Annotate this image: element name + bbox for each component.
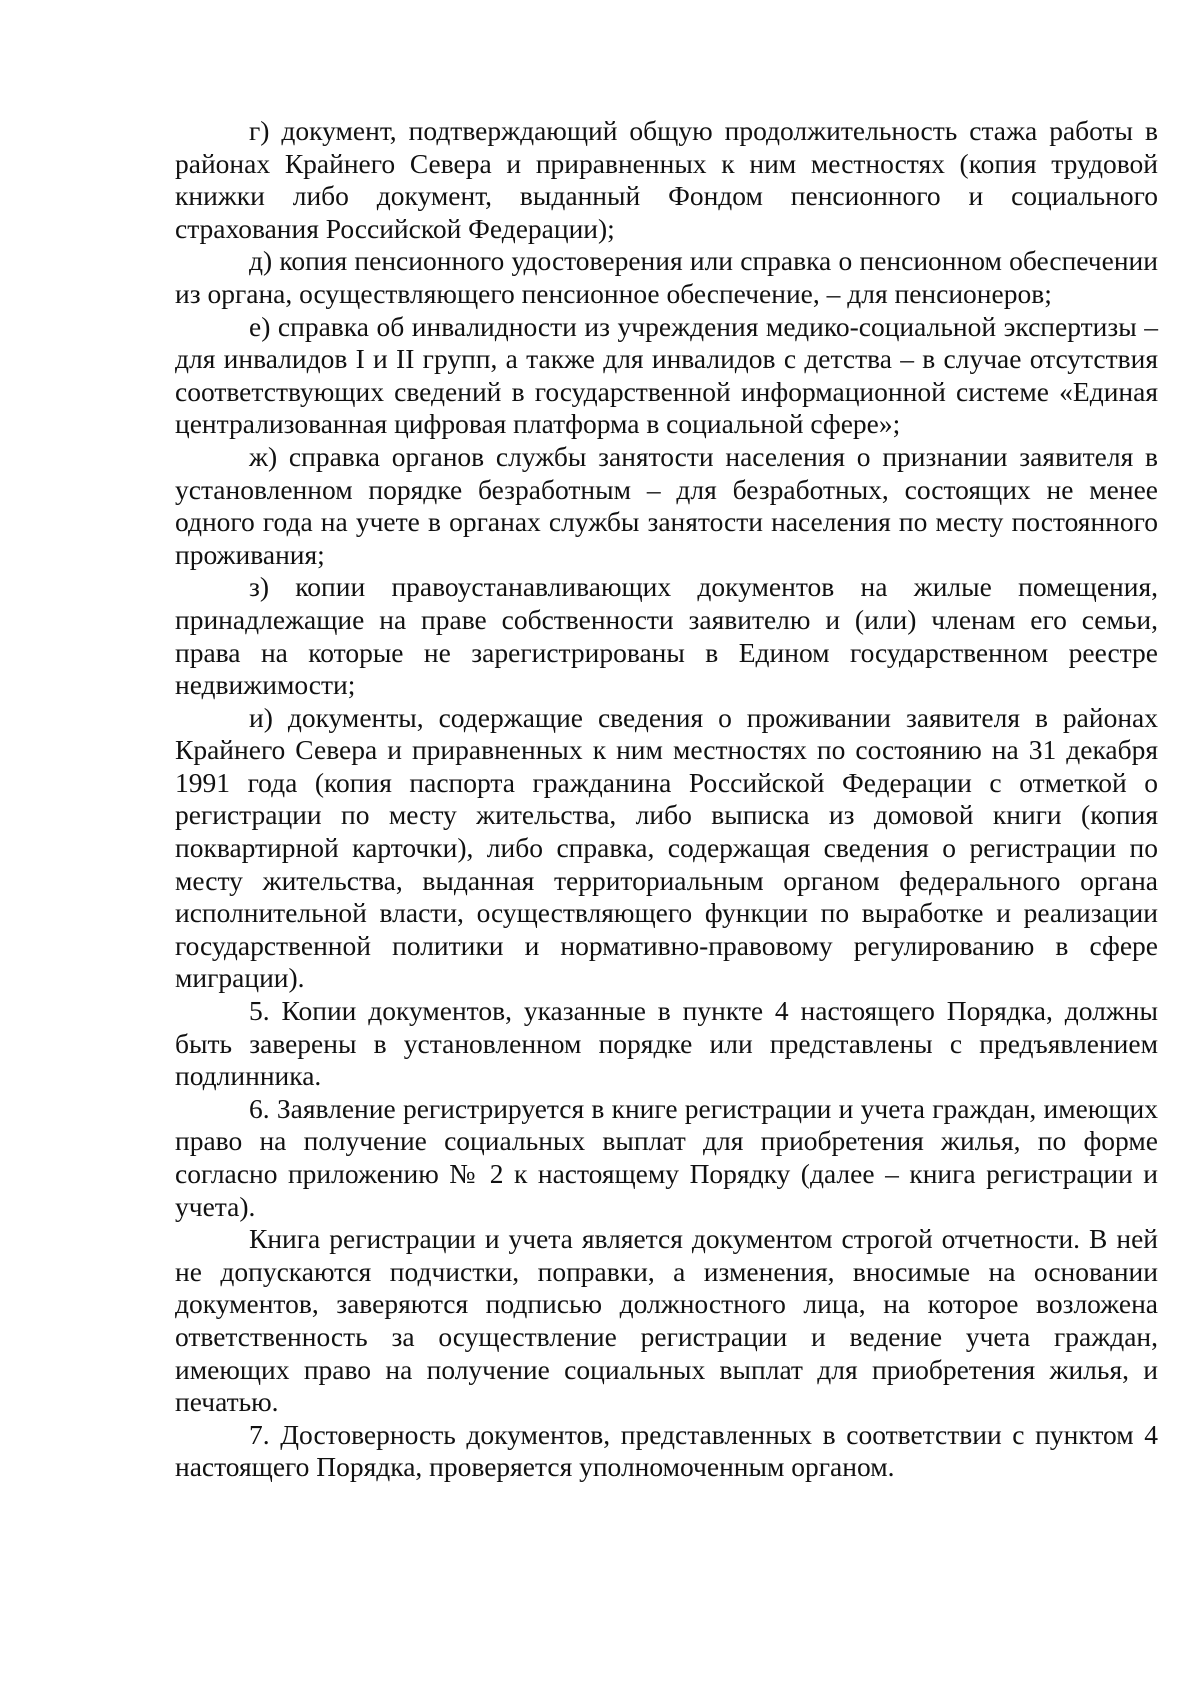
paragraph-g: г) документ, подтверждающий общую продолжительность стажа работы в районах Крайнего Севера и приравненных к ним местностях (копия трудовой книжки либо документ, выданный Фондом пенсионного и социального страхования Российской Федерации); (175, 115, 1158, 244)
paragraph-5: 5. Копии документов, указанные в пункте 4 настоящего Порядка, должны быть заверены в установленном порядке или представлены с предъявлением подлинника. (175, 995, 1158, 1092)
paragraph-e: е) справка об инвалидности из учреждения медико-социальной экспертизы – для инвалидов I и II групп, а также для инвалидов с детства – в случае отсутствия соответствующих сведений в государственной информационной системе «Единая централизованная цифровая платформа в социальной сфере»; (175, 310, 1158, 440)
paragraph-registry-book: Книга регистрации и учета является документом строгой отчетности. В ней не допускаются подчистки, поправки, а изменения, вносимые на основании документов, заверяются подписью должностного лица, на которое возложена ответственность за осуществление регистрации и ведение учета граждан, имеющих право на получение социальных выплат для приобретения жилья, и печатью. (175, 1223, 1158, 1418)
paragraph-7: 7. Достоверность документов, представленных в соответствии с пунктом 4 настоящего Порядка, проверяется уполномоченным органом. (175, 1418, 1158, 1483)
paragraph-z: з) копии правоустанавливающих документов на жилые помещения, принадлежащие на праве собственности заявителю и (или) членам его семьи, права на которые не зарегистрированы в Едином государственном реестре недвижимости; (175, 571, 1158, 701)
paragraph-6: 6. Заявление регистрируется в книге регистрации и учета граждан, имеющих право на получение социальных выплат для приобретения жилья, по форме согласно приложению № 2 к настоящему Порядку (далее – книга регистрации и учета). (175, 1092, 1158, 1222)
paragraph-zh: ж) справка органов службы занятости населения о признании заявителя в установленном порядке безработным – для безработных, состоящих не менее одного года на учете в органах службы занятости населения по месту постоянного проживания; (175, 440, 1158, 570)
paragraph-d: д) копия пенсионного удостоверения или справка о пенсионном обеспечении из органа, осуществляющего пенсионное обеспечение, – для пенсионеров; (175, 245, 1158, 309)
paragraph-i: и) документы, содержащие сведения о проживании заявителя в районах Крайнего Севера и приравненных к ним местностях по состоянию на 31 декабря 1991 года (копия паспорта гражданина Российской Федерации с отметкой о регистрации по месту жительства, либо выписка из домовой книги (копия поквартирной карточки), либо справка, содержащая сведения о регистрации по месту жительства, выданная территориальным органом федерального органа исполнительной власти, осуществляющего функции по выработке и реализации государственной политики и нормативно-правовому регулированию в сфере миграции). (175, 701, 1158, 994)
document-page (175, 115, 1158, 1484)
